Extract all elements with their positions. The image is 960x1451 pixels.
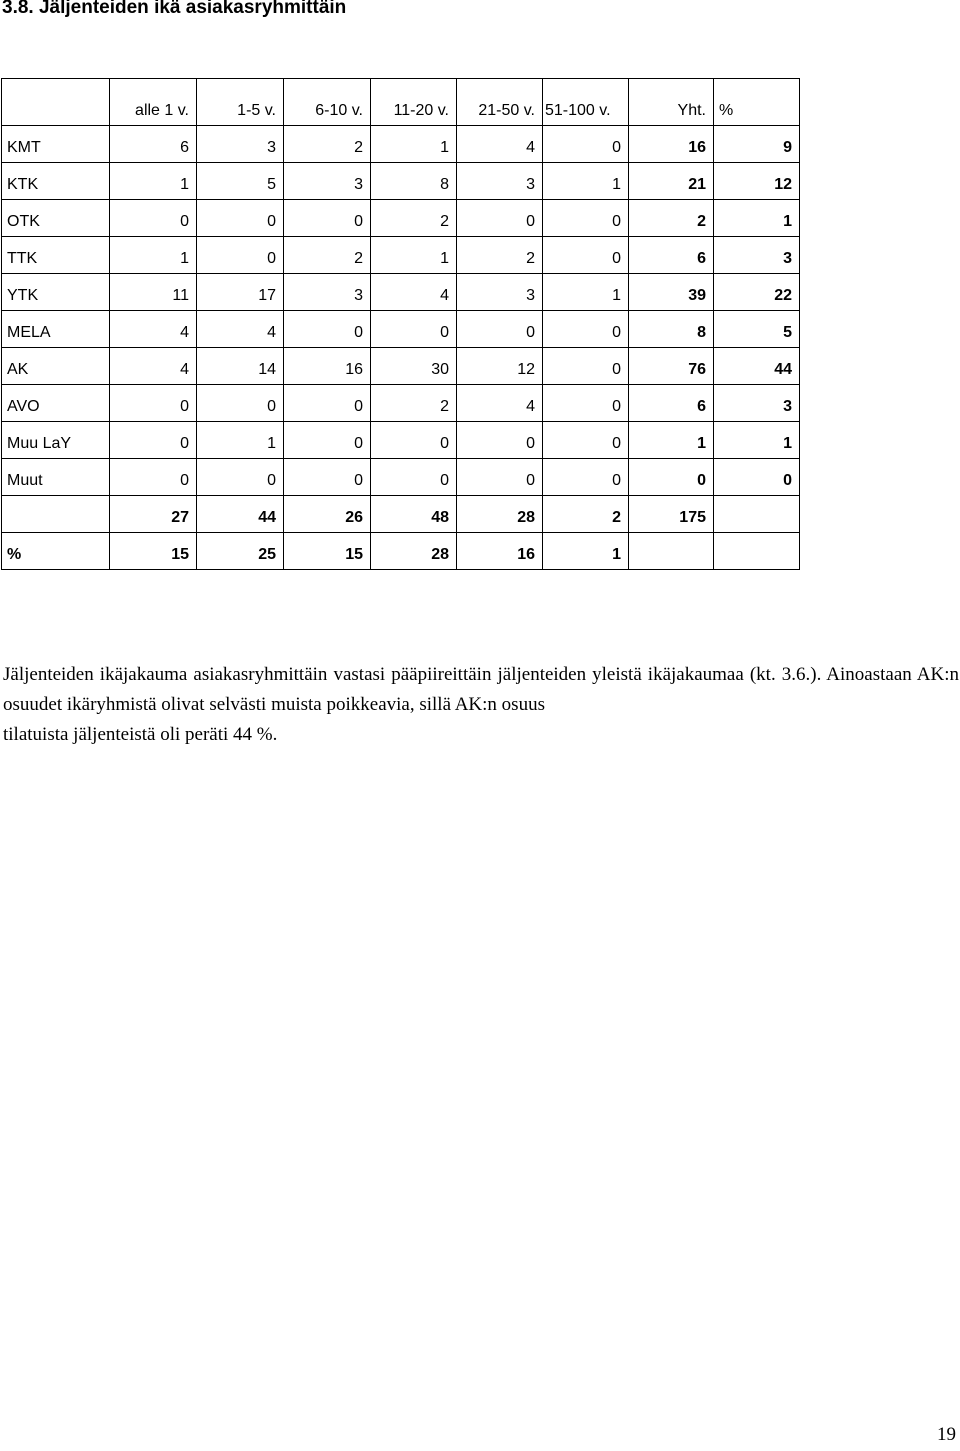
- table-cell: 27: [110, 496, 197, 533]
- row-label: OTK: [2, 200, 110, 237]
- row-label: KMT: [2, 126, 110, 163]
- table-cell: 0: [284, 422, 371, 459]
- row-label: [2, 496, 110, 533]
- table-cell: 16: [457, 533, 543, 570]
- table-cell: 25: [197, 533, 284, 570]
- table-cell: 14: [197, 348, 284, 385]
- age-by-customer-group-table: [1, 78, 800, 570]
- table-cell: 0: [371, 311, 457, 348]
- table-cell: 1: [543, 163, 629, 200]
- table-row: [2, 459, 800, 496]
- total-cell: 21: [629, 163, 714, 200]
- table-cell: 6: [110, 126, 197, 163]
- total-cell: 175: [629, 496, 714, 533]
- column-header: 21-50 v.: [457, 79, 543, 126]
- table-cell: 0: [543, 311, 629, 348]
- table-cell: 1: [371, 237, 457, 274]
- total-cell: 6: [629, 385, 714, 422]
- row-label: AVO: [2, 385, 110, 422]
- table-cell: 28: [371, 533, 457, 570]
- table-cell: 16: [284, 348, 371, 385]
- table-cell: 0: [543, 459, 629, 496]
- table-cell: 1: [543, 533, 629, 570]
- total-cell: 8: [629, 311, 714, 348]
- table-cell: 0: [197, 459, 284, 496]
- table-row: [2, 237, 800, 274]
- table-cell: 0: [197, 200, 284, 237]
- row-label: TTK: [2, 237, 110, 274]
- row-label: Muu LaY: [2, 422, 110, 459]
- percent-cell: 1: [714, 422, 800, 459]
- table-cell: 0: [543, 422, 629, 459]
- percent-cell: 1: [714, 200, 800, 237]
- column-header: 6-10 v.: [284, 79, 371, 126]
- table-cell: 4: [110, 348, 197, 385]
- table-cell: 0: [284, 311, 371, 348]
- table-cell: 0: [284, 385, 371, 422]
- table-row: [2, 274, 800, 311]
- table-row: [2, 126, 800, 163]
- table-cell: 3: [457, 163, 543, 200]
- table-cell: 12: [457, 348, 543, 385]
- table-cell: 2: [284, 126, 371, 163]
- table-cell: 2: [543, 496, 629, 533]
- total-cell: 1: [629, 422, 714, 459]
- paragraph-last-line: tilatuista jäljenteistä oli peräti 44 %.: [3, 724, 278, 745]
- table-cell: 0: [371, 422, 457, 459]
- table-cell: 2: [371, 385, 457, 422]
- table-cell: 0: [110, 459, 197, 496]
- table-cell: 0: [197, 237, 284, 274]
- percent-cell: 3: [714, 385, 800, 422]
- table-cell: 3: [197, 126, 284, 163]
- percent-cell: 9: [714, 126, 800, 163]
- table-cell: 15: [284, 533, 371, 570]
- percent-cell: 0: [714, 459, 800, 496]
- table-cell: 8: [371, 163, 457, 200]
- table-cell: 0: [543, 237, 629, 274]
- column-header: %: [714, 79, 800, 126]
- percent-cell: 22: [714, 274, 800, 311]
- table-cell: 2: [371, 200, 457, 237]
- table-cell: 0: [284, 200, 371, 237]
- total-cell: 16: [629, 126, 714, 163]
- row-label: KTK: [2, 163, 110, 200]
- total-cell: 76: [629, 348, 714, 385]
- percent-cell: [714, 496, 800, 533]
- table-cell: 1: [110, 237, 197, 274]
- table-cell: 3: [284, 274, 371, 311]
- percent-cell: [714, 533, 800, 570]
- table-cell: 4: [371, 274, 457, 311]
- table-cell: 4: [110, 311, 197, 348]
- table-row: [2, 348, 800, 385]
- total-cell: 6: [629, 237, 714, 274]
- section-heading: 3.8. Jäljenteiden ikä asiakasryhmittäin: [2, 0, 347, 18]
- table-cell: 3: [457, 274, 543, 311]
- table-cell: 0: [543, 200, 629, 237]
- table-cell: 17: [197, 274, 284, 311]
- table-cell: 0: [110, 422, 197, 459]
- percent-cell: 3: [714, 237, 800, 274]
- column-header: 51-100 v.: [543, 79, 629, 126]
- total-cell: 2: [629, 200, 714, 237]
- column-header: [2, 79, 110, 126]
- table-cell: 15: [110, 533, 197, 570]
- table-cell: 4: [457, 126, 543, 163]
- percent-cell: 5: [714, 311, 800, 348]
- table-cell: 3: [284, 163, 371, 200]
- table-cell: 0: [457, 422, 543, 459]
- table-cell: 5: [197, 163, 284, 200]
- total-cell: 0: [629, 459, 714, 496]
- table-row: [2, 163, 800, 200]
- table-cell: 0: [197, 385, 284, 422]
- row-label: YTK: [2, 274, 110, 311]
- percent-row: [2, 533, 800, 570]
- total-cell: 39: [629, 274, 714, 311]
- table-cell: 1: [371, 126, 457, 163]
- table-row: [2, 200, 800, 237]
- row-label: Muut: [2, 459, 110, 496]
- table-cell: 0: [457, 311, 543, 348]
- table-cell: 0: [284, 459, 371, 496]
- row-label: MELA: [2, 311, 110, 348]
- table-row: [2, 385, 800, 422]
- paragraph-text: Jäljenteiden ikäjakauma asiakasryhmittäin vastasi pääpiireittäin jäljenteiden yleistä ikäjakaumaa (kt. 3.6.). Ainoastaan AK:n osuudet ikäryhmistä olivat selvästi muista poikkeavia, sillä AK:n osuus: [3, 664, 959, 715]
- column-header: alle 1 v.: [110, 79, 197, 126]
- table-cell: 2: [284, 237, 371, 274]
- row-label: AK: [2, 348, 110, 385]
- table-cell: 30: [371, 348, 457, 385]
- total-cell: [629, 533, 714, 570]
- table-cell: 1: [543, 274, 629, 311]
- table-cell: 11: [110, 274, 197, 311]
- percent-cell: 44: [714, 348, 800, 385]
- table-cell: 0: [543, 126, 629, 163]
- table-cell: 0: [457, 459, 543, 496]
- table-cell: 1: [110, 163, 197, 200]
- table-cell: 0: [543, 385, 629, 422]
- table-cell: 0: [457, 200, 543, 237]
- table-cell: 2: [457, 237, 543, 274]
- table-cell: 4: [197, 311, 284, 348]
- table-cell: 1: [197, 422, 284, 459]
- page-number: 19: [937, 1424, 956, 1445]
- column-header: 1-5 v.: [197, 79, 284, 126]
- table-cell: 26: [284, 496, 371, 533]
- table-row: [2, 422, 800, 459]
- table-cell: 0: [543, 348, 629, 385]
- table-cell: 0: [110, 200, 197, 237]
- table-cell: 4: [457, 385, 543, 422]
- table-cell: 0: [110, 385, 197, 422]
- body-paragraph: [3, 660, 959, 750]
- table-row: [2, 311, 800, 348]
- totals-row: [2, 496, 800, 533]
- table-cell: 28: [457, 496, 543, 533]
- table-cell: 0: [371, 459, 457, 496]
- column-header: 11-20 v.: [371, 79, 457, 126]
- column-header: Yht.: [629, 79, 714, 126]
- row-label: %: [2, 533, 110, 570]
- table-cell: 48: [371, 496, 457, 533]
- table-header-row: [2, 79, 800, 126]
- table-cell: 44: [197, 496, 284, 533]
- percent-cell: 12: [714, 163, 800, 200]
